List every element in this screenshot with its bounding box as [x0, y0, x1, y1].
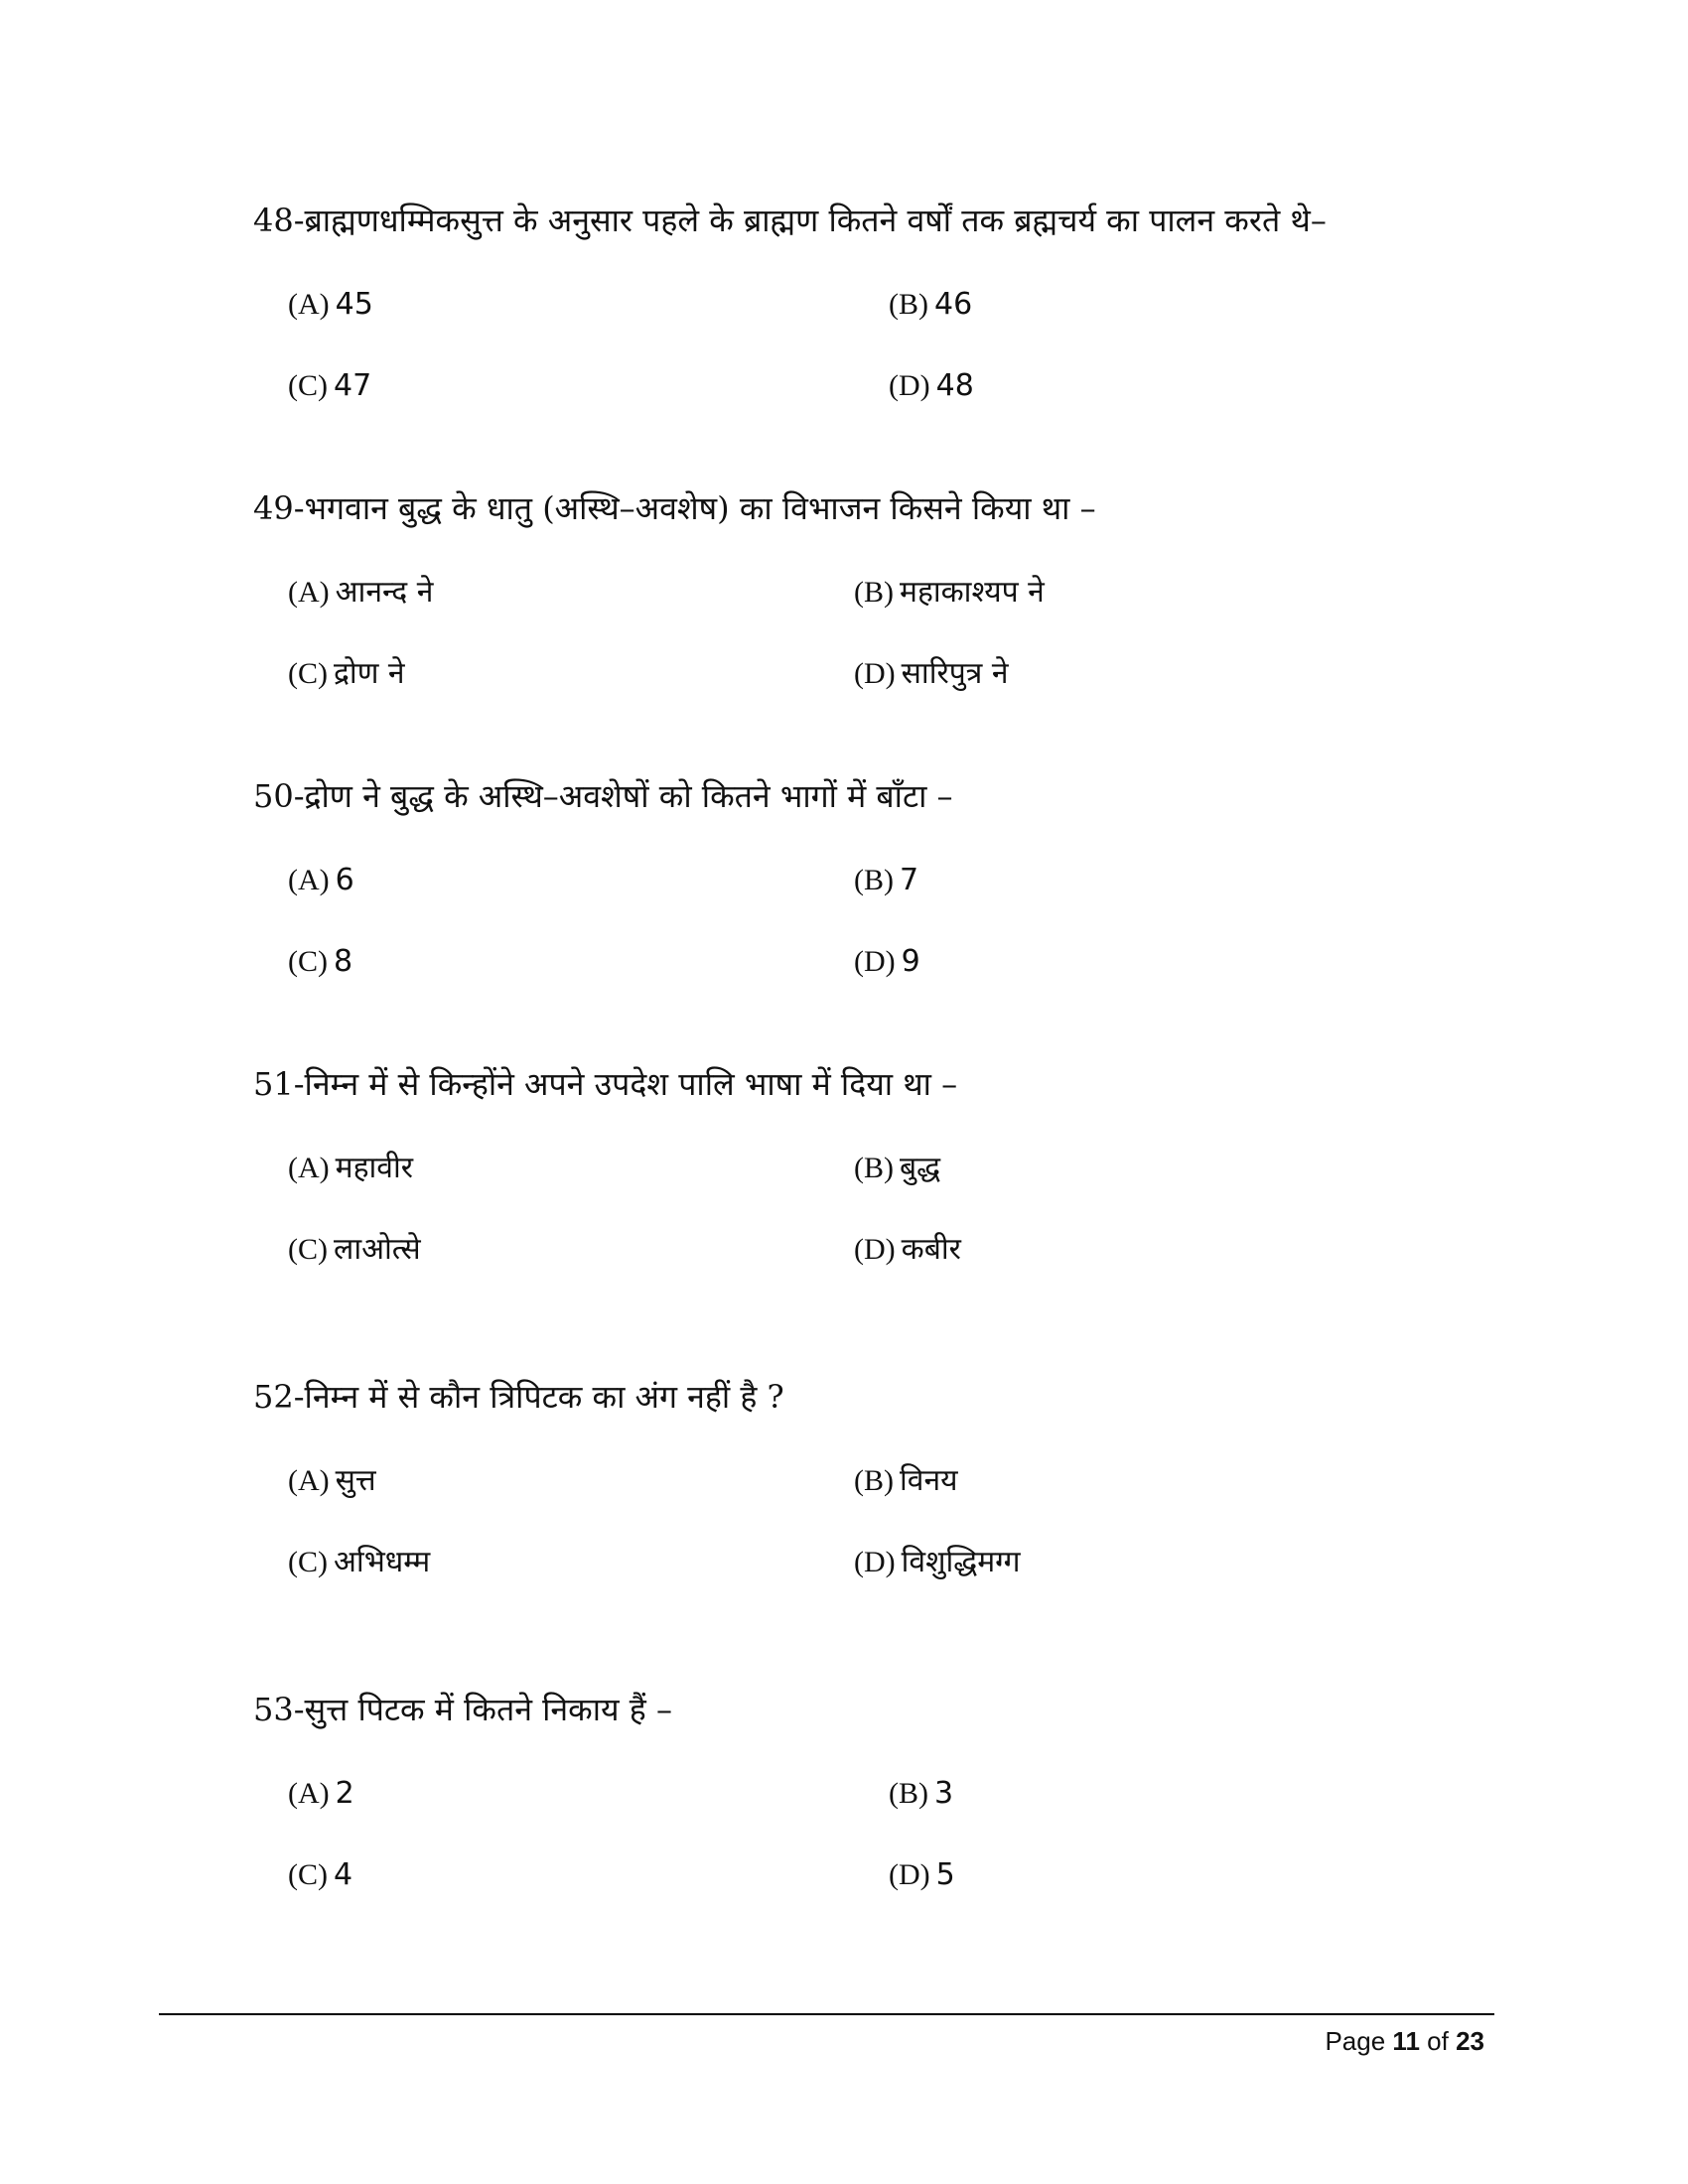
- question-49: [253, 486, 1504, 693]
- page-number: 11: [1392, 2026, 1420, 2056]
- question-51: [253, 1062, 1504, 1269]
- option-letter: (D): [854, 945, 896, 978]
- options: [253, 818, 1504, 981]
- option-letter: (D): [854, 1546, 896, 1578]
- question-text: 51-निम्न में से किन्होंने अपने उपदेश पालि भाषा में दिया था –: [253, 1065, 958, 1103]
- option-b: [854, 571, 1045, 614]
- option-letter: (A): [288, 1777, 330, 1810]
- option-d: [854, 652, 1009, 696]
- option-letter: (B): [889, 1777, 928, 1810]
- page-word: Page: [1325, 2026, 1386, 2056]
- options: [253, 1419, 1504, 1581]
- option-b: [854, 1459, 958, 1503]
- option-b: [854, 859, 918, 902]
- option-a: [288, 1459, 376, 1503]
- option-letter: (C): [288, 369, 328, 402]
- of-word: of: [1427, 2026, 1449, 2056]
- option-value: आनन्द ने: [335, 575, 434, 610]
- option-letter: (D): [854, 657, 896, 690]
- total-pages: 23: [1456, 2026, 1484, 2056]
- option-value: विशुद्धिमग्ग: [901, 1545, 1021, 1579]
- option-b: [889, 1772, 953, 1816]
- option-a: [288, 283, 373, 327]
- option-c: [288, 652, 405, 696]
- option-value: 4: [334, 1857, 353, 1892]
- option-value: 45: [335, 287, 373, 322]
- option-letter: (C): [288, 1233, 328, 1266]
- option-c: [288, 364, 371, 408]
- question-50: [253, 774, 1504, 981]
- option-value: कबीर: [901, 1232, 961, 1267]
- option-letter: (A): [288, 576, 330, 609]
- question-52: [253, 1375, 1504, 1581]
- option-letter: (B): [854, 1464, 894, 1497]
- option-letter: (C): [288, 1858, 328, 1891]
- option-b: [889, 283, 972, 327]
- option-letter: (D): [889, 1858, 930, 1891]
- option-value: सारिपुत्र ने: [901, 656, 1009, 691]
- option-value: द्रोण ने: [334, 656, 405, 691]
- question-text: 52-निम्न में से कौन त्रिपिटक का अंग नहीं है ?: [253, 1378, 784, 1416]
- option-value: 8: [334, 944, 353, 979]
- question-text: 50-द्रोण ने बुद्ध के अस्थि–अवशेषों को कितने भागों में बाँटा –: [253, 777, 953, 815]
- option-letter: (C): [288, 945, 328, 978]
- option-value: 5: [935, 1857, 955, 1892]
- option-value: 9: [901, 944, 920, 979]
- option-value: 2: [335, 1776, 354, 1811]
- option-value: महाकाश्यप ने: [900, 575, 1045, 610]
- option-letter: (B): [854, 576, 894, 609]
- option-letter: (C): [288, 1546, 328, 1578]
- option-d: [854, 1228, 961, 1272]
- option-a: [288, 1772, 354, 1816]
- question-48: [253, 199, 1504, 405]
- option-d: [854, 940, 920, 984]
- option-value: 47: [334, 368, 372, 403]
- option-d: [889, 364, 974, 408]
- option-d: [854, 1541, 1021, 1584]
- option-value: बुद्ध: [900, 1151, 941, 1185]
- option-letter: (A): [288, 864, 330, 896]
- option-letter: (D): [889, 369, 930, 402]
- option-letter: (C): [288, 657, 328, 690]
- options: [253, 530, 1504, 693]
- option-c: [288, 1228, 421, 1272]
- option-a: [288, 1147, 413, 1190]
- option-value: लाओत्से: [334, 1232, 421, 1267]
- question-text: 53-सुत्त पिटक में कितने निकाय हैं –: [253, 1691, 672, 1728]
- option-value: सुत्त: [335, 1463, 376, 1498]
- option-c: [288, 940, 352, 984]
- question-text: 48-ब्राह्मणधम्मिकसुत्त के अनुसार पहले के ब्राह्मण कितने वर्षों तक ब्रह्मचर्य का पालन करते थे–: [253, 202, 1327, 239]
- options: [253, 1731, 1504, 1894]
- option-value: 46: [934, 287, 973, 322]
- option-value: विनय: [900, 1463, 958, 1498]
- option-value: महावीर: [335, 1151, 414, 1185]
- option-letter: (B): [854, 864, 894, 896]
- question-text: 49-भगवान बुद्ध के धातु (अस्थि–अवशेष) का विभाजन किसने किया था –: [253, 489, 1096, 527]
- option-value: अभिधम्म: [334, 1545, 431, 1579]
- option-b: [854, 1147, 940, 1190]
- option-letter: (D): [854, 1233, 896, 1266]
- option-value: 7: [900, 863, 919, 897]
- option-value: 3: [934, 1776, 954, 1811]
- option-value: 6: [335, 863, 354, 897]
- option-letter: (B): [854, 1152, 894, 1184]
- option-letter: (A): [288, 288, 330, 321]
- option-value: 48: [935, 368, 974, 403]
- question-53: [253, 1688, 1504, 1894]
- option-d: [889, 1853, 955, 1897]
- options: [253, 1106, 1504, 1269]
- option-letter: (A): [288, 1152, 330, 1184]
- option-c: [288, 1853, 352, 1897]
- option-letter: (B): [889, 288, 928, 321]
- option-a: [288, 571, 433, 614]
- option-a: [288, 859, 354, 902]
- footer-divider: [159, 2013, 1494, 2015]
- page-footer: [1325, 2023, 1484, 2059]
- option-c: [288, 1541, 430, 1584]
- option-letter: (A): [288, 1464, 330, 1497]
- options: [253, 242, 1504, 405]
